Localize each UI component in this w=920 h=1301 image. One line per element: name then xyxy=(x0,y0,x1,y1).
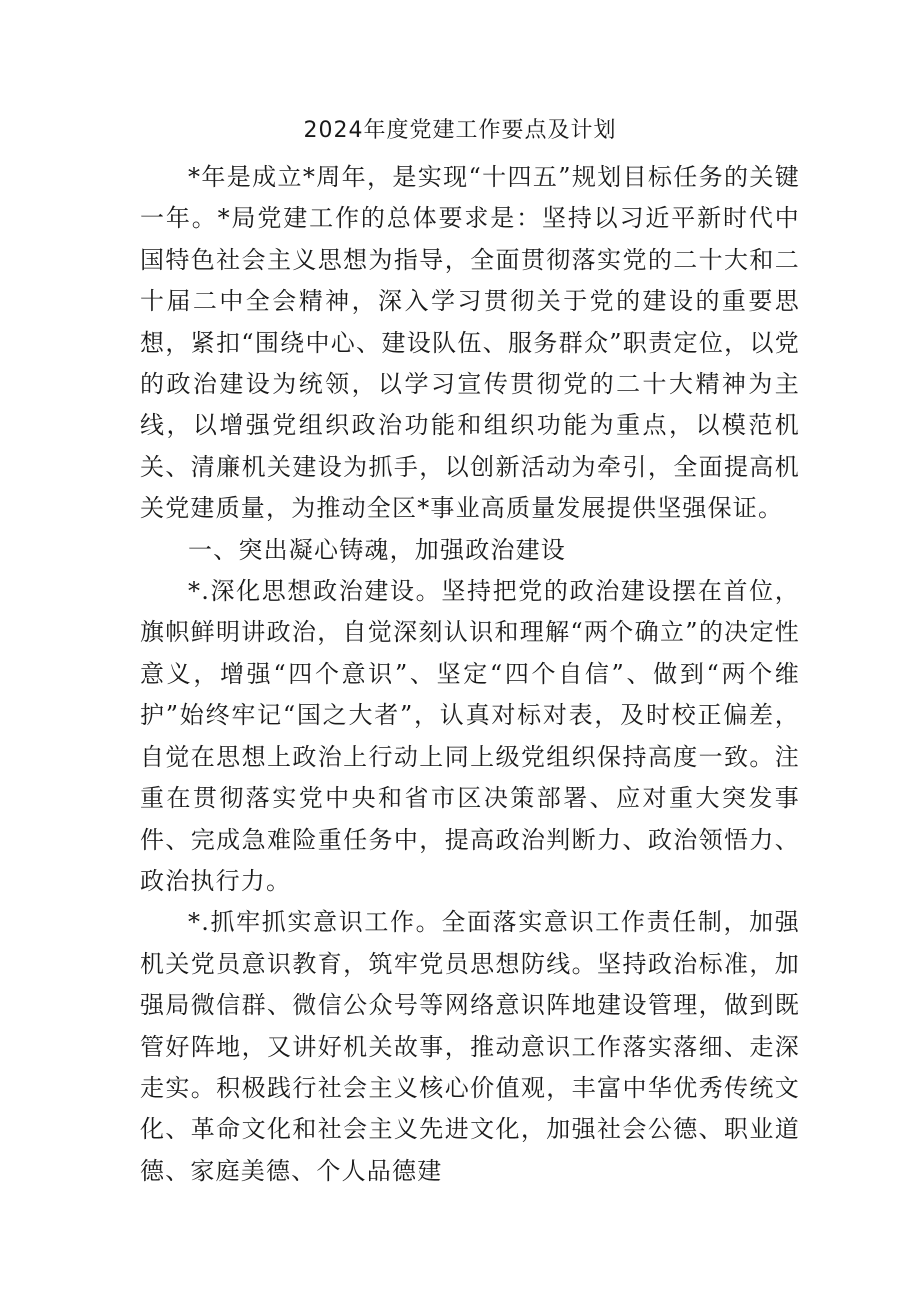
section-heading: 一、突出凝心铸魂，加强政治建设 xyxy=(188,535,566,564)
body-paragraph-ideology: *.抓牢抓实意识工作。全面落实意识工作责任制，加强机关党员意识教育，筑牢党员思想防线。坚持政治标准，加强局微信群、微信公众号等网络意识阵地建设管理，做到既管好阵地，又讲好机关故事，推动意识工作落实落细、走深走实。积极践行社会主义核心价值观，丰富中华优秀传统文化、革命文化和社会主义先进文化，加强社会公德、职业道德、家庭美德、个人品德建 xyxy=(140,908,800,1185)
document-body xyxy=(140,157,800,1192)
document-title: 2024年度党建工作要点及计划 xyxy=(303,118,617,143)
body-paragraph-political: *.深化思想政治建设。坚持把党的政治建设摆在首位，旗帜鲜明讲政治，自觉深刻认识和理解“两个确立”的决定性意义，增强“四个意识”、坚定“四个自信”、做到“两个维护”始终牢记“国之大者”，认真对标对表，及时校正偏差，自觉在思想上政治上行动上同上级党组织保持高度一致。注重在贯彻落实党中央和省市区决策部署、应对重大突发事件、完成急难险重任务中，提高政治判断力、政治领悟力、政治执行力。 xyxy=(140,577,800,895)
intro-paragraph: *年是成立*周年，是实现“十四五”规划目标任务的关键一年。*局党建工作的总体要求是：坚持以习近平新时代中国特色社会主义思想为指导，全面贯彻落实党的二十大和二十届二中全会精神，深入学习贯彻关于党的建设的重要思想，紧扣“围绕中心、建设队伍、服务群众”职责定位，以党的政治建设为统领，以学习宣传贯彻党的二十大精神为主线，以增强党组织政治功能和组织功能为重点，以模范机关、清廉机关建设为抓手，以创新活动为牵引，全面提高机关党建质量，为推动全区*事业高质量发展提供坚强保证。 xyxy=(140,163,800,523)
